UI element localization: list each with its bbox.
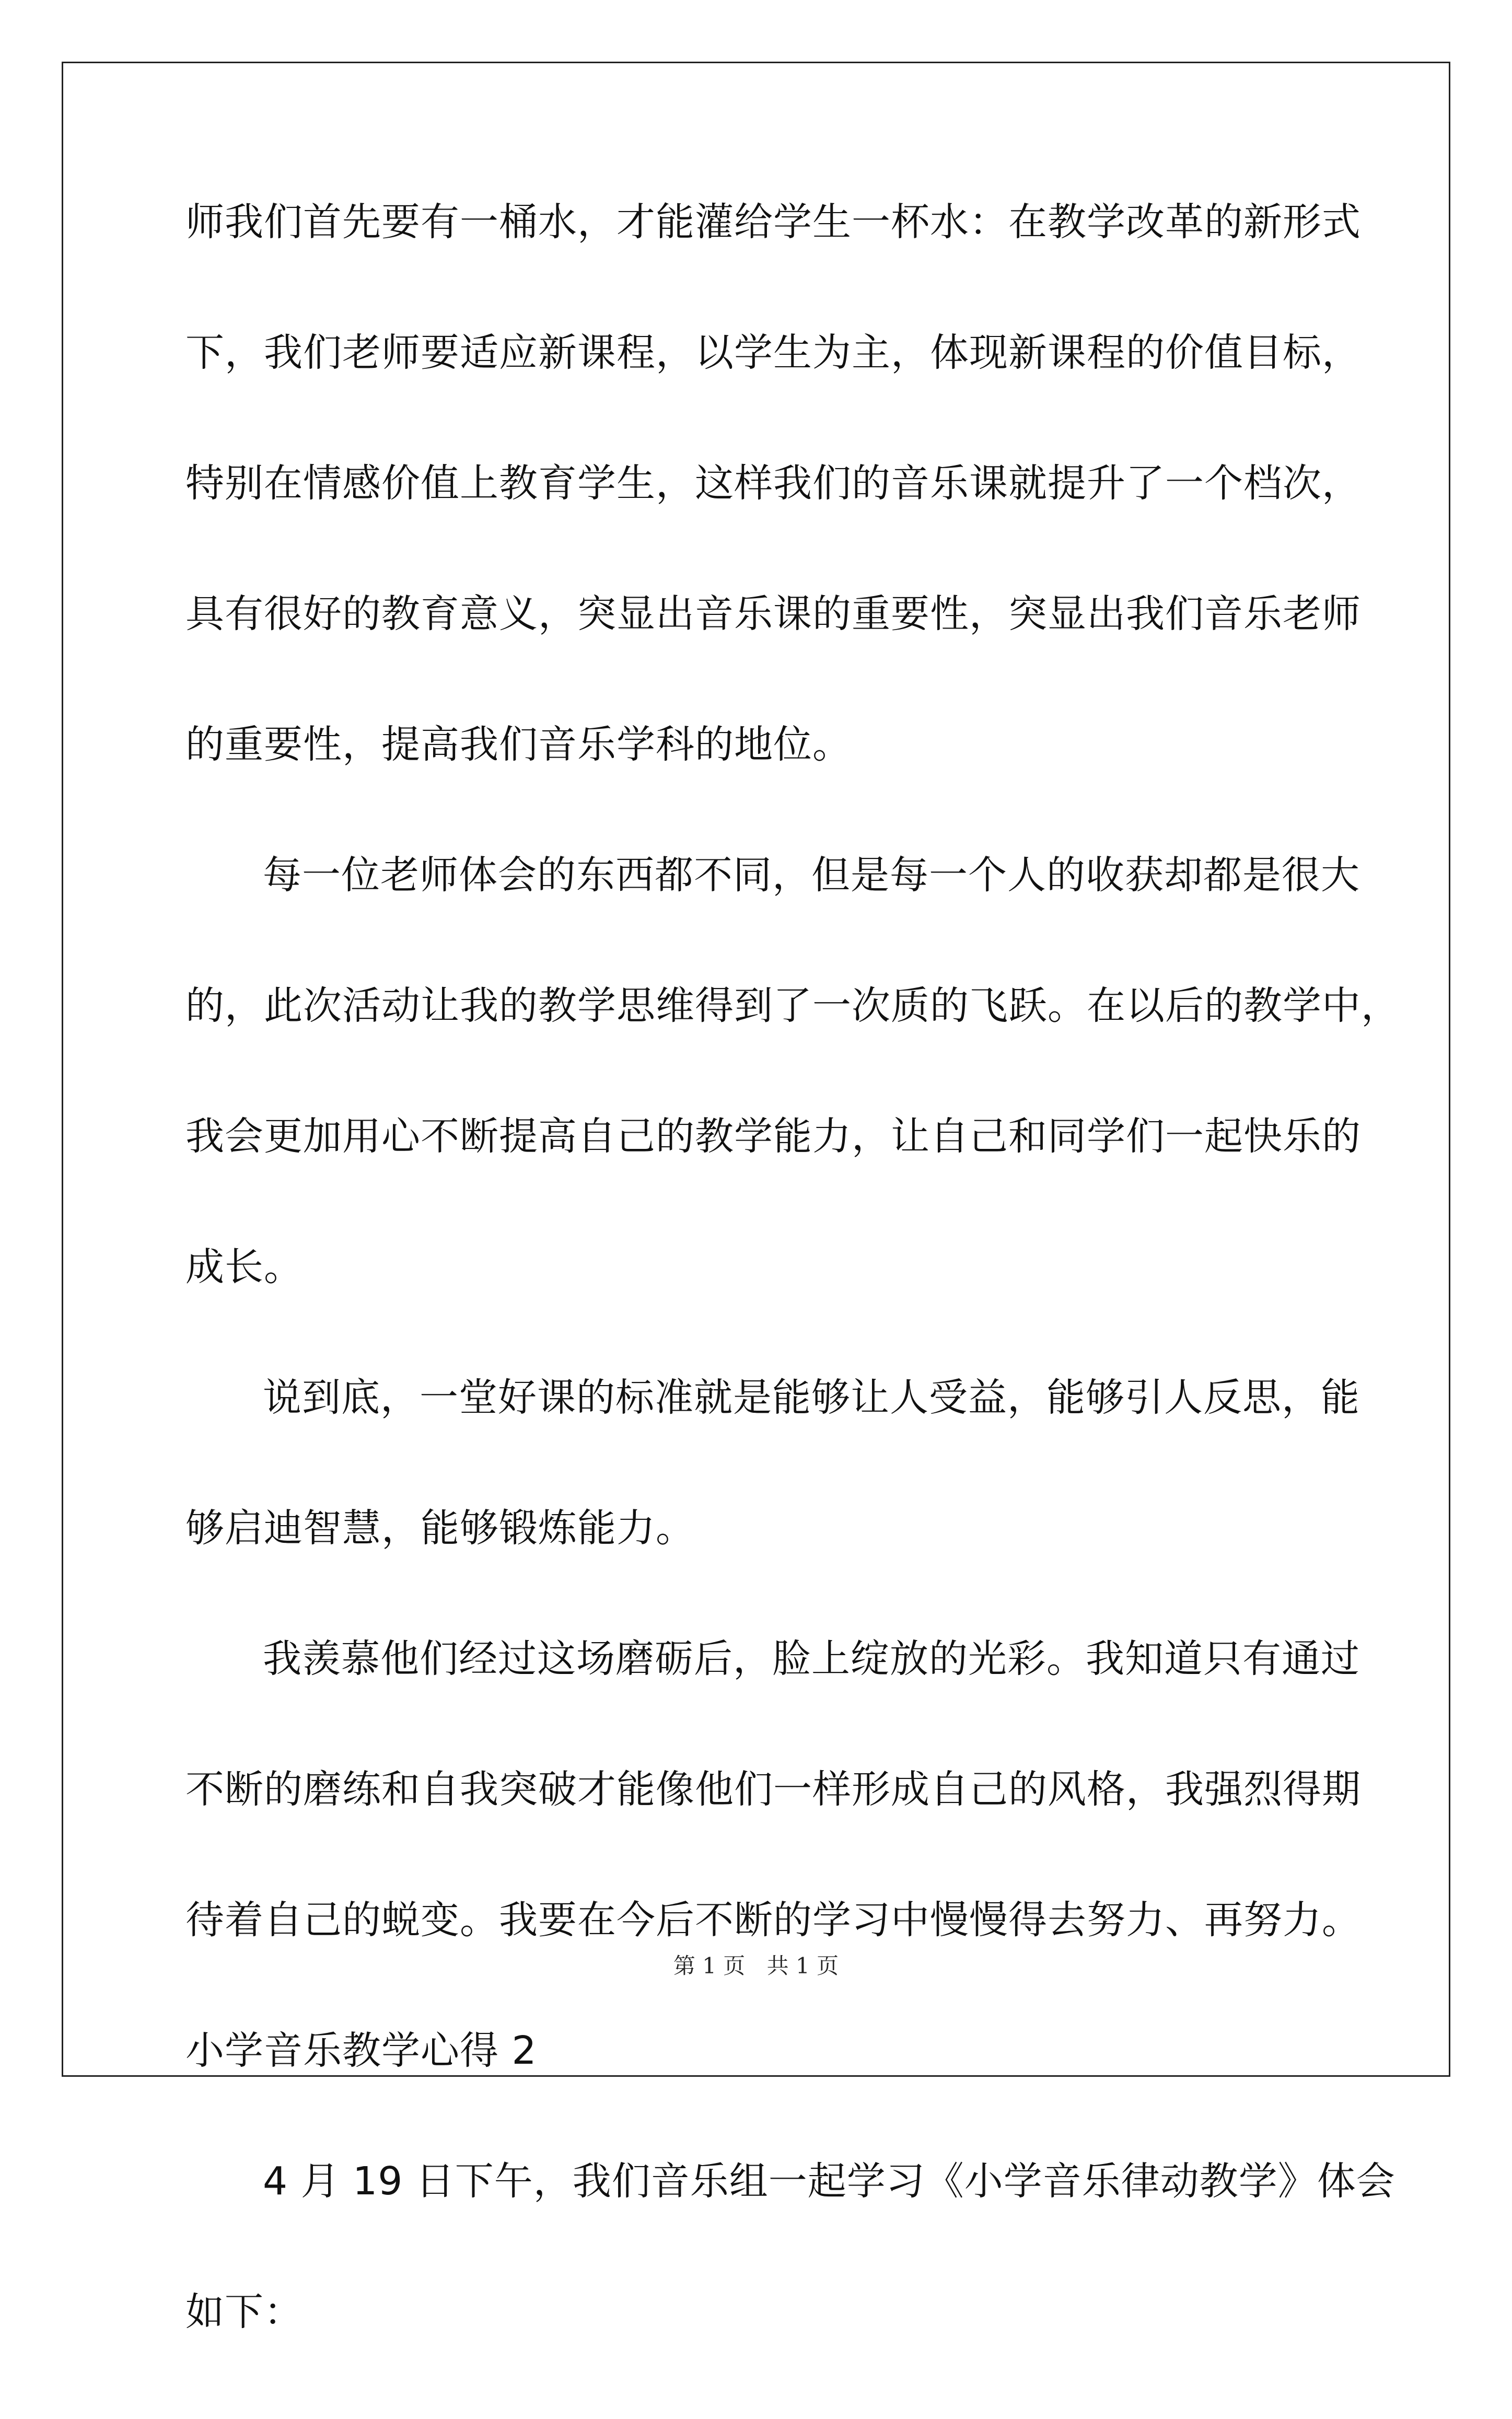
text-line-5: 的重要性，提高我们音乐学科的地位。: [185, 722, 852, 767]
text-line-3: 特别在情感价值上教育学生，这样我们的音乐课就提升了一个档次，: [185, 461, 1361, 506]
paragraph-start-line-12: 我羡慕他们经过这场磨砺后，脸上绽放的光彩。我知道只有通过: [263, 1636, 1360, 1681]
text-line-7: 的，此次活动让我的教学思维得到了一次质的飞跃。在以后的教学中，: [185, 983, 1400, 1028]
document-body: [185, 199, 1400, 2419]
paragraph-start-line-16: 4 月 19 日下午，我们音乐组一起学习《小学音乐律动教学》体会: [263, 2159, 1395, 2204]
paragraph-start-line-10: 说到底，一堂好课的标准就是能够让人受益，能够引人反思，能: [263, 1375, 1360, 1420]
text-line-8: 我会更加用心不断提高自己的教学能力，让自己和同学们一起快乐的: [185, 1114, 1361, 1159]
page-total: 共 1 页: [766, 1953, 839, 1979]
text-line-1: 师我们首先要有一桶水，才能灌给学生一杯水：在教学改革的新形式: [185, 200, 1361, 245]
text-line-13: 不断的磨练和自我突破才能像他们一样形成自己的风格，我强烈得期: [185, 1767, 1361, 1812]
text-line-4: 具有很好的教育意义，突显出音乐课的重要性，突显出我们音乐老师: [185, 591, 1361, 636]
page-footer: [0, 1949, 1512, 1980]
page-number: 第 1 页: [673, 1953, 746, 1979]
text-line-9: 成长。: [185, 1245, 303, 1289]
text-line-14: 待着自己的蜕变。我要在今后不断的学习中慢慢得去努力、再努力。: [185, 1898, 1361, 1943]
section-heading: 小学音乐教学心得 2: [185, 2028, 537, 2073]
text-line-2: 下，我们老师要适应新课程，以学生为主，体现新课程的价值目标，: [185, 330, 1361, 375]
paragraph-start-line-6: 每一位老师体会的东西都不同，但是每一个人的收获却都是很大: [263, 853, 1360, 898]
text-line-17: 如下：: [185, 2289, 303, 2334]
text-line-11: 够启迪智慧，能够锻炼能力。: [185, 1506, 695, 1551]
